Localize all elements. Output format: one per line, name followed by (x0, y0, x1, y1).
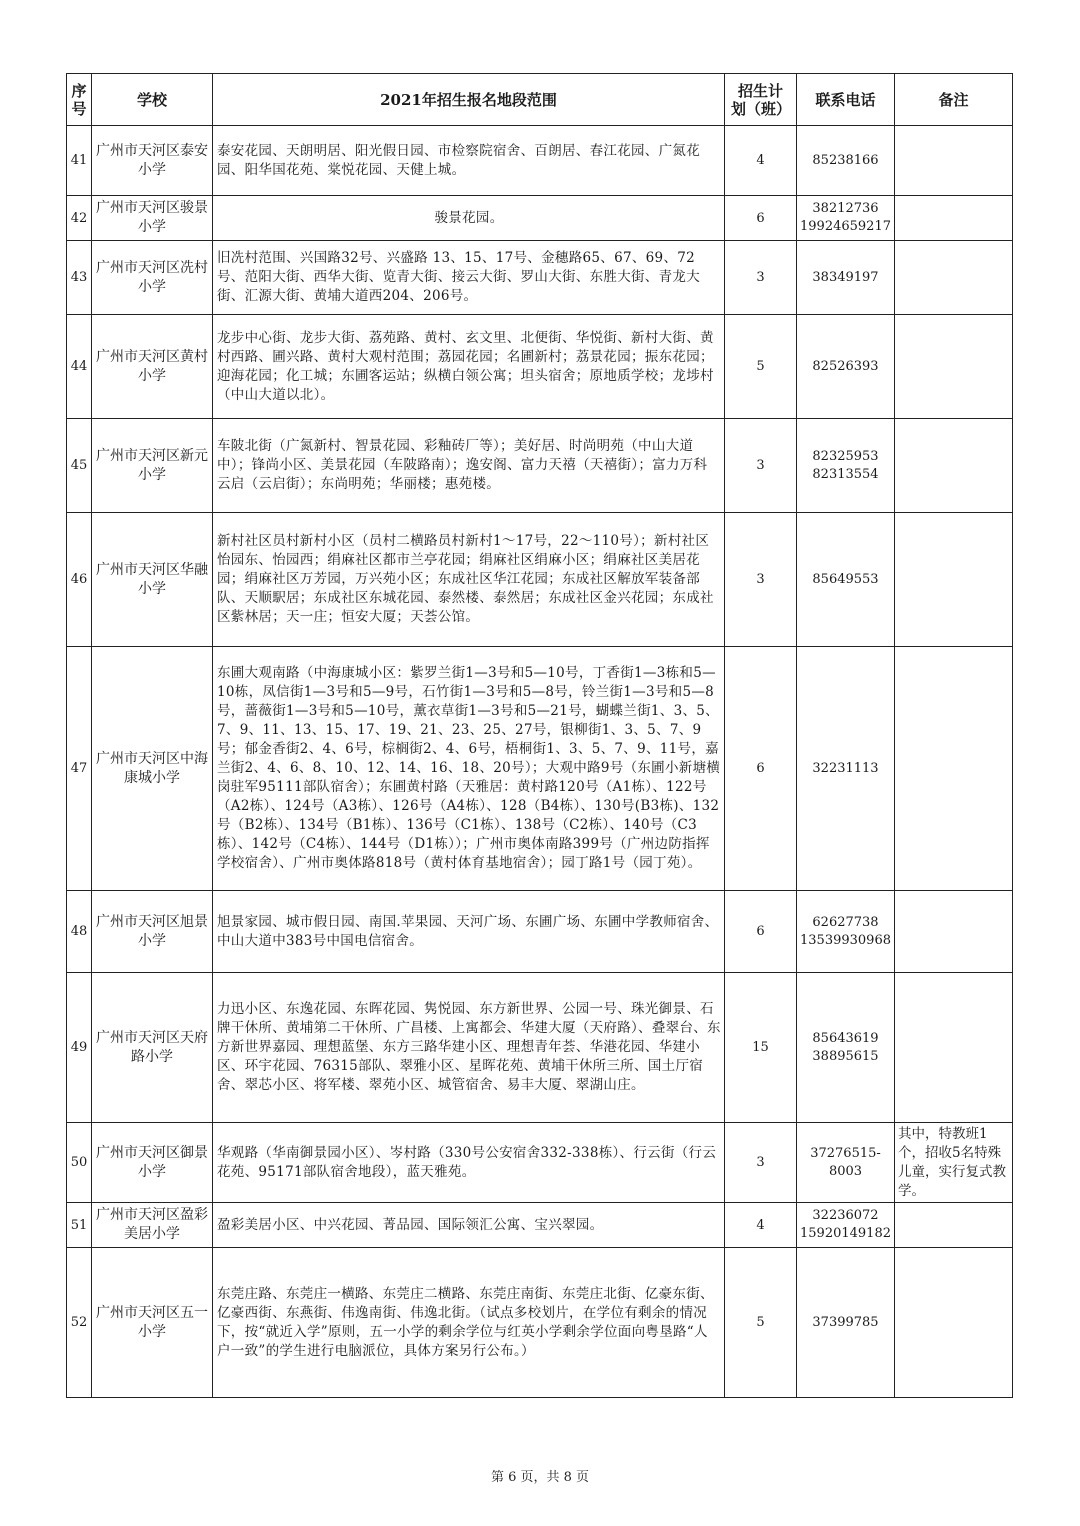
row-phone (797, 315, 895, 419)
row-note (895, 891, 1013, 973)
phone-text: 37276515- 8003 (810, 1145, 881, 1179)
row-scope: 华观路（华南御景园小区）、岑村路（330号公安宿舍332-338栋）、行云街（行云花苑、95171部队宿舍地段），蓝天雅苑。 (213, 1123, 725, 1203)
row-index: 46 (67, 513, 92, 647)
row-note (895, 513, 1013, 647)
table-row (67, 513, 1013, 647)
table-row (67, 1248, 1013, 1398)
row-phone (797, 419, 895, 513)
row-index: 44 (67, 315, 92, 419)
phone-text: 85643619 38895615 (812, 1030, 879, 1064)
row-note (895, 973, 1013, 1123)
row-scope: 盈彩美居小区、中兴花园、菁品园、国际领汇公寓、宝兴翠园。 (213, 1203, 725, 1248)
row-note: 其中，特教班1个，招收5名特殊儿童，实行复式教学。 (895, 1123, 1013, 1203)
row-plan: 3 (725, 513, 797, 647)
table-row (67, 419, 1013, 513)
row-phone (797, 647, 895, 891)
row-phone (797, 126, 895, 196)
row-scope: 东圃大观南路（中海康城小区：紫罗兰街1—3号和5—10号，丁香街1—3栋和5—10栋，凤信街1—3号和5—9号，石竹街1—3号和5—8号，铃兰街1—3号和5—8号，蔷薇街1—3号和5—10号，薰衣草街1—3号和5—21号，蝴蝶兰街1、3、5、7、9、11、13、15、17、19、21、23、25、27号，银柳街1、3、5、7、9号；郁金香街2、4、6号，棕榈街2、4、6号，梧桐街1、3、5、7、9、11号，嘉兰街2、4、6、8、10、12、14、16、18、20号）；大观中路9号（东圃小新塘横岗驻军95111部队宿舍）；东圃黄村路（天雅居：黄村路120号（A1栋）、122号（A2栋）、124号（A3栋）、126号（A4栋）、128（B4栋）、130号(B3栋)、132号（B2栋）、134号（B1栋）、136号（C1栋）、138号（C2栋）、140号（C3栋）、142号（C4栋）、144号（D1栋））；广州市奥体南路399号（广州边防指挥学校宿舍）、广州市奥体路818号（黄村体育基地宿舍）；园丁路1号（园丁苑）。 (213, 647, 725, 891)
header-school: 学校 (92, 74, 213, 126)
table-row (67, 196, 1013, 241)
table-row (67, 891, 1013, 973)
row-plan: 3 (725, 241, 797, 315)
row-school: 广州市天河区旭景小学 (92, 891, 213, 973)
row-scope: 东莞庄路、东莞庄一横路、东莞庄二横路、东莞庄南街、东莞庄北街、亿豪东街、亿豪西街、东燕街、伟逸南街、伟逸北街。（试点多校划片，在学位有剩余的情况下，按“就近入学”原则，五一小学的剩余学位与红英小学剩余学位面向粤垦路“人户一致”的学生进行电脑派位，具体方案另行公布。） (213, 1248, 725, 1398)
row-phone (797, 196, 895, 241)
row-scope: 力迅小区、东逸花园、东晖花园、隽悦园、东方新世界、公园一号、珠光御景、石牌干休所、黄埔第二干休所、广昌楼、上寓都会、华建大厦（天府路）、叠翠台、东方新世界嘉园、理想蓝堡、东方三路华建小区、理想青年荟、华港花园、华建小区、环宇花园、76315部队、翠雅小区、星晖花苑、黄埔干休所三所、国土厅宿舍、翠芯小区、将军楼、翠苑小区、城管宿舍、易丰大厦、翠湖山庄。 (213, 973, 725, 1123)
row-plan: 3 (725, 419, 797, 513)
table-row (67, 315, 1013, 419)
header-scope: 2021年招生报名地段范围 (213, 74, 725, 126)
header-plan: 招生计划（班） (725, 74, 797, 126)
row-school: 广州市天河区天府路小学 (92, 973, 213, 1123)
row-school: 广州市天河区御景小学 (92, 1123, 213, 1203)
header-phone: 联系电话 (797, 74, 895, 126)
header-index: 序号 (67, 74, 92, 126)
phone-text: 85238166 (812, 152, 879, 168)
row-plan: 5 (725, 1248, 797, 1398)
phone-text: 38212736 19924659217 (800, 201, 891, 234)
table-row (67, 1203, 1013, 1248)
row-phone (797, 1203, 895, 1248)
row-index: 50 (67, 1123, 92, 1203)
row-plan: 15 (725, 973, 797, 1123)
phone-text: 62627738 13539930968 (800, 914, 891, 948)
page-number: 第 6 页，共 8 页 (490, 1470, 590, 1485)
row-plan: 6 (725, 196, 797, 241)
row-note (895, 419, 1013, 513)
row-phone (797, 513, 895, 647)
row-school: 广州市天河区五一小学 (92, 1248, 213, 1398)
table-row (67, 126, 1013, 196)
row-note (895, 647, 1013, 891)
table-row (67, 1123, 1013, 1203)
phone-text: 32236072 15920149182 (800, 1208, 891, 1241)
row-phone (797, 973, 895, 1123)
phone-text: 37399785 (812, 1314, 879, 1330)
row-phone (797, 241, 895, 315)
row-index: 47 (67, 647, 92, 891)
row-plan: 6 (725, 891, 797, 973)
row-school: 广州市天河区黄村小学 (92, 315, 213, 419)
row-plan: 6 (725, 647, 797, 891)
row-scope: 泰安花园、天朗明居、阳光假日园、市检察院宿舍、百朗居、春江花园、广氮花园、阳华国花苑、棠悦花园、天健上城。 (213, 126, 725, 196)
phone-text: 85649553 (812, 571, 879, 587)
row-school: 广州市天河区新元小学 (92, 419, 213, 513)
phone-text: 82526393 (812, 358, 879, 374)
row-index: 45 (67, 419, 92, 513)
row-note (895, 241, 1013, 315)
row-note (895, 126, 1013, 196)
header-note: 备注 (895, 74, 1013, 126)
row-index: 43 (67, 241, 92, 315)
table-row (67, 973, 1013, 1123)
row-note (895, 315, 1013, 419)
row-phone (797, 1123, 895, 1203)
row-scope: 车陂北街（广氮新村、智景花园、彩釉砖厂等）；美好居、时尚明苑（中山大道中）；锋尚小区、美景花园（车陂路南）；逸安阁、富力天禧（天禧街）；富力万科云启（云启街）；东尚明苑；华丽楼；惠苑楼。 (213, 419, 725, 513)
row-note (895, 1248, 1013, 1398)
row-phone (797, 1248, 895, 1398)
row-scope: 龙步中心街、龙步大街、荔苑路、黄村、玄文里、北便街、华悦街、新村大街、黄村西路、圃兴路、黄村大观村范围；荔园花园；名圃新村；荔景花园；振东花园；迎海花园；化工城；东圃客运站；纵横白领公寓；坦头宿舍；原地质学校；龙埗村（中山大道以北）。 (213, 315, 725, 419)
row-plan: 4 (725, 126, 797, 196)
row-index: 52 (67, 1248, 92, 1398)
row-scope: 骏景花园。 (213, 196, 725, 241)
enrollment-table (66, 73, 1013, 1398)
row-plan: 4 (725, 1203, 797, 1248)
row-school: 广州市天河区中海康城小学 (92, 647, 213, 891)
row-index: 41 (67, 126, 92, 196)
row-note (895, 196, 1013, 241)
row-index: 51 (67, 1203, 92, 1248)
row-scope: 旧冼村范围、兴国路32号、兴盛路 13、15、17号、金穗路65、67、69、72号、范阳大街、西华大街、览青大街、接云大街、罗山大街、东胜大街、青龙大街、汇源大街、黄埔大道西204、206号。 (213, 241, 725, 315)
row-index: 42 (67, 196, 92, 241)
row-phone (797, 891, 895, 973)
row-school: 广州市天河区华融小学 (92, 513, 213, 647)
row-school: 广州市天河区泰安小学 (92, 126, 213, 196)
row-school: 广州市天河区盈彩美居小学 (92, 1203, 213, 1248)
table-row (67, 241, 1013, 315)
row-scope: 旭景家园、城市假日园、南国.苹果园、天河广场、东圃广场、东圃中学教师宿舍、中山大道中383号中国电信宿舍。 (213, 891, 725, 973)
row-index: 49 (67, 973, 92, 1123)
phone-text: 38349197 (812, 269, 879, 285)
row-plan: 5 (725, 315, 797, 419)
row-school: 广州市天河区骏景小学 (92, 196, 213, 241)
row-scope: 新村社区员村新村小区（员村二横路员村新村1～17号，22～110号）；新村社区怡园东、怡园西；绢麻社区都市兰亭花园；绢麻社区绢麻小区；绢麻社区美居花园；绢麻社区万芳园，万兴苑小区；东成社区华江花园；东成社区解放军装备部队、天顺駅居；东成社区东城花园、泰然楼、泰然居；东成社区金兴花园；东成社区紫林居；天一庄；恒安大厦；天荟公馆。 (213, 513, 725, 647)
table-row (67, 647, 1013, 891)
row-index: 48 (67, 891, 92, 973)
row-school: 广州市天河区冼村小学 (92, 241, 213, 315)
phone-text: 32231113 (812, 760, 879, 776)
row-plan: 3 (725, 1123, 797, 1203)
phone-text: 82325953 82313554 (812, 448, 879, 482)
row-note (895, 1203, 1013, 1248)
table-header-row (67, 74, 1013, 126)
